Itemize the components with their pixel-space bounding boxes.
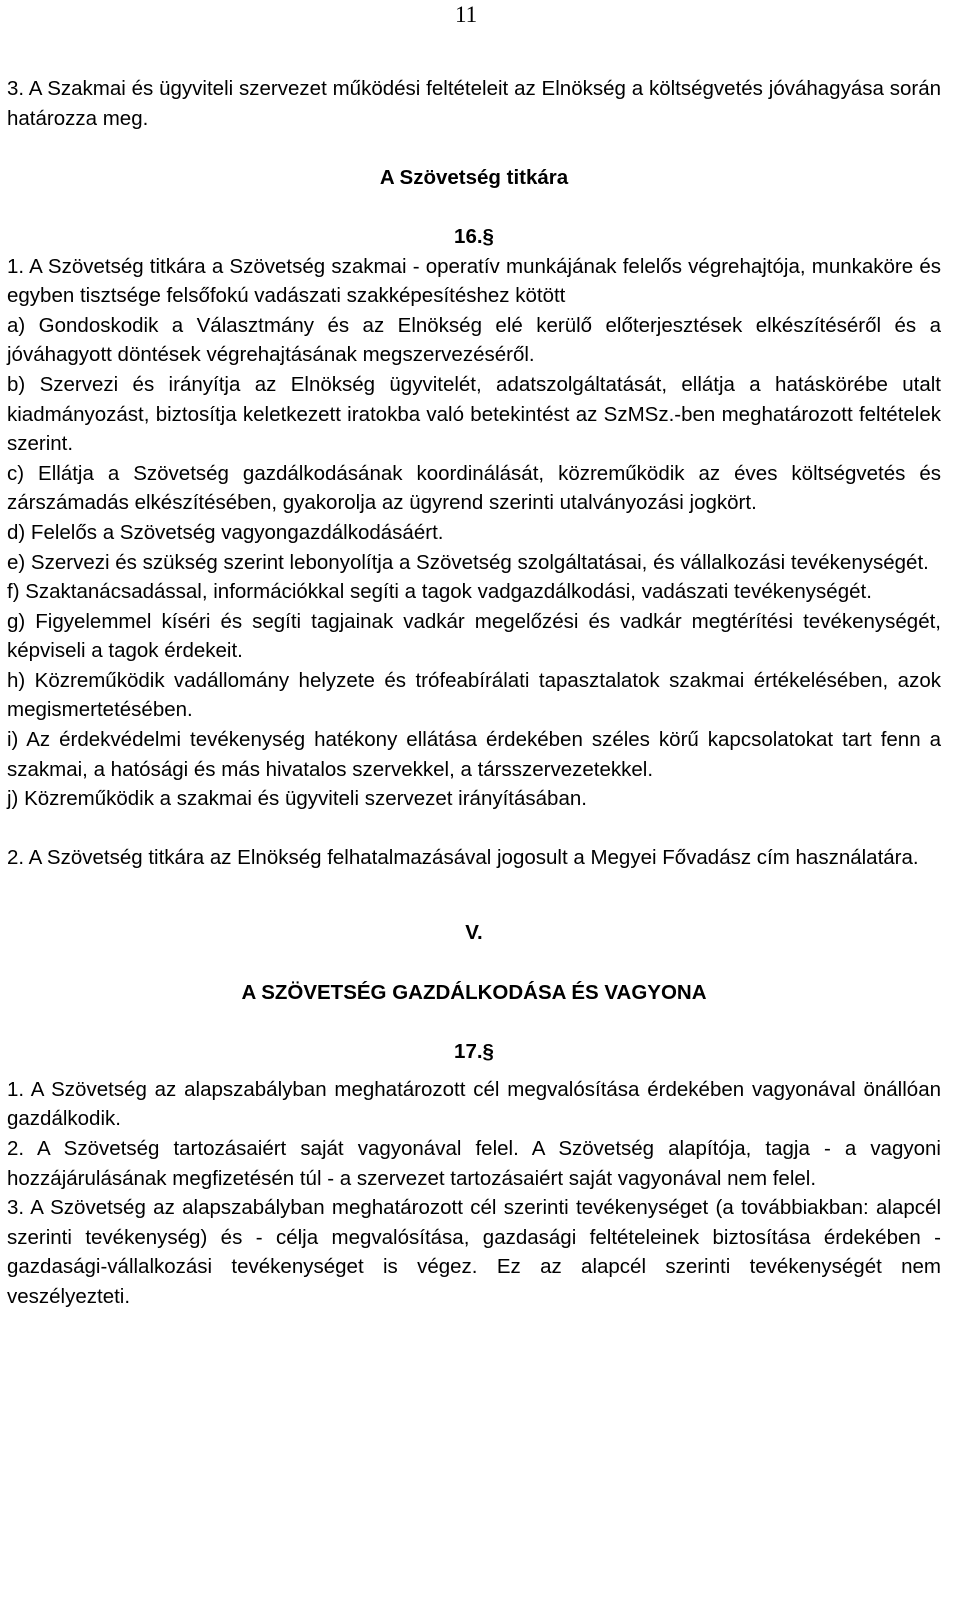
section-16-paragraph-2: 2. A Szövetség titkára az Elnökség felhatalmazásával jogosult a Megyei Fővadász cím használatára. bbox=[7, 846, 919, 870]
list-item-h: h) Közreműködik vadállomány helyzete és trófeabírálati tapasztalatok szakmai értékelésében, azok megismertetésében. bbox=[7, 668, 941, 722]
section-17-paragraph-2: 2. A Szövetség tartozásaiért saját vagyonával felel. A Szövetség alapítója, tagja - a vagyoni hozzájárulásának megfizetésén túl - a szervezet tartozásaiért saját vagyonával nem felel. bbox=[7, 1137, 941, 1190]
section-17-paragraph-1: 1. A Szövetség az alapszabályban meghatározott cél megvalósítása érdekében vagyonával önállóan gazdálkodik. bbox=[7, 1077, 941, 1131]
list-item-j: j) Közreműködik a szakmai és ügyviteli szervezet irányításában. bbox=[7, 787, 587, 811]
list-item-i: i) Az érdekvédelmi tevékenység hatékony ellátása érdekében széles körű kapcsolatokat tart fenn a szakmai, a hatósági és más hivatalos szervekkel, a társszervezetekkel. bbox=[7, 728, 941, 781]
intro-paragraph: 3. A Szakmai és ügyviteli szervezet működési feltételeit az Elnökség a költségvetés jóváhagyása során határozza meg. bbox=[7, 77, 941, 130]
section-17-paragraph-3: 3. A Szövetség az alapszabályban meghatározott cél szerinti tevékenységet (a továbbiakban: alapcél szerinti tevékenység) és - célja megvalósítása, gazdasági feltételeinek biztosítása érdekében - gazdasági-vállalkozási tevékenységet is végez. Ez az alapcél szerinti tevékenységét nem veszélyezteti. bbox=[7, 1196, 941, 1308]
document-body bbox=[7, 74, 941, 1312]
list-item-b: b) Szervezi és irányítja az Elnökség ügyvitelét, adatszolgáltatását, ellátja a hatáskörébe utalt kiadmányozást, biztosítja keletkezett iratokba való betekintést az SzMSz.-ben meghatározott feltételek szerint. bbox=[7, 372, 941, 456]
list-item-e: e) Szervezi és szükség szerint lebonyolítja a Szövetség szolgáltatásai, és vállalkozási tevékenységét. bbox=[7, 550, 929, 574]
section-16-label: 16.§ bbox=[454, 224, 494, 248]
section-16-paragraph-1: 1. A Szövetség titkára a Szövetség szakmai - operatív munkájának felelős végrehajtója, munkaköre és egyben tisztsége felsőfokú vadászati szakképesítéshez kötött bbox=[7, 254, 941, 308]
list-item-d: d) Felelős a Szövetség vagyongazdálkodásáért. bbox=[7, 520, 444, 544]
list-item-g: g) Figyelemmel kíséri és segíti tagjainak vadkár megelőzési és vadkár megtérítési tevékenységét, képviseli a tagok érdekeit. bbox=[7, 609, 941, 663]
list-item-c: c) Ellátja a Szövetség gazdálkodásának koordinálását, közreműködik az éves költségvetés és zárszámadás elkészítésében, gyakorolja az ügyrend szerinti utalványozási jogkört. bbox=[7, 461, 941, 515]
part-roman-numeral: V. bbox=[465, 921, 483, 945]
section-title: A Szövetség titkára bbox=[379, 165, 569, 189]
list-item-a: a) Gondoskodik a Választmány és az Elnökség elé kerülő előterjesztések elkészítéséről és a jóváhagyott döntések végrehajtásának megszervezéséről. bbox=[7, 313, 941, 367]
section-17-label: 17.§ bbox=[454, 1040, 494, 1064]
page-number: 11 bbox=[455, 2, 478, 27]
part-title: A SZÖVETSÉG GAZDÁLKODÁSA ÉS VAGYONA bbox=[241, 980, 707, 1004]
list-item-f: f) Szaktanácsadással, információkkal segíti a tagok vadgazdálkodási, vadászati tevékenységét. bbox=[7, 580, 872, 604]
